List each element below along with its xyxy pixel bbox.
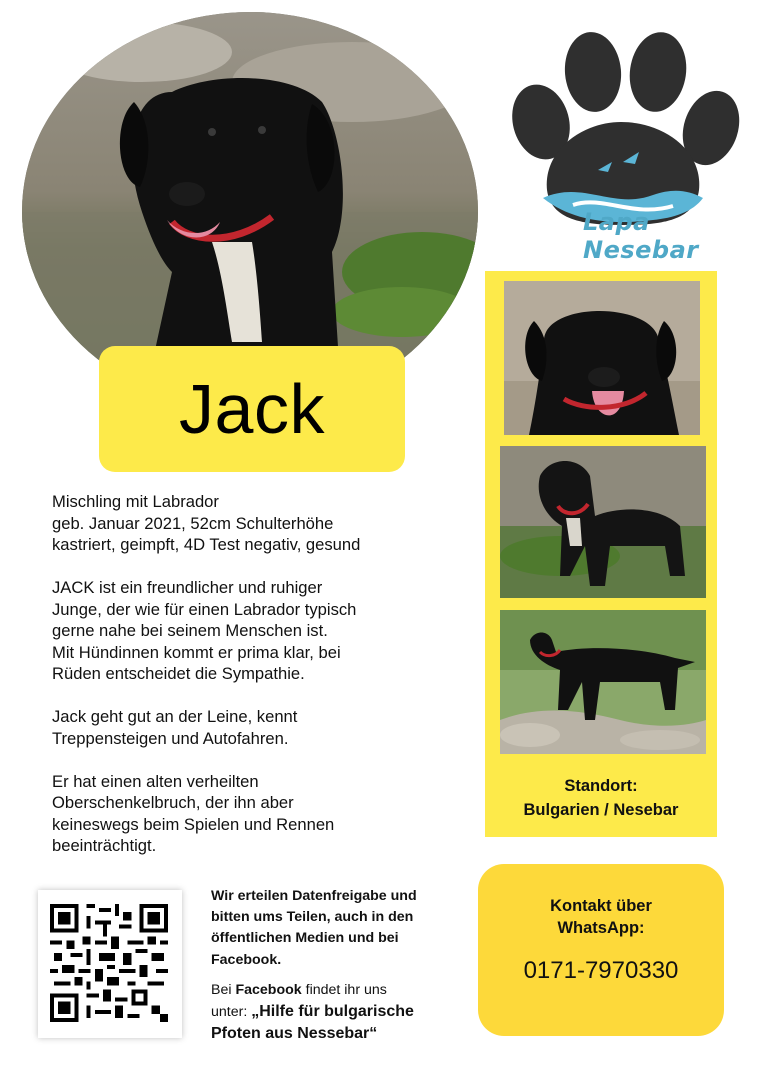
desc-line: Junge, der wie für einen Labrador typisch xyxy=(52,599,357,619)
contact-label xyxy=(478,895,724,939)
desc-line: Rüden entscheidet die Sympathie. xyxy=(52,664,305,683)
desc-line: kastriert, geimpft, 4D Test negativ, gesund xyxy=(52,535,361,554)
fb-bold: Facebook xyxy=(235,981,302,998)
dog-name: Jack xyxy=(179,370,325,448)
dog-photo-grass xyxy=(500,610,706,754)
desc-line: Er hat einen alten verheilten xyxy=(52,771,259,791)
fb-suffix: findet ihr uns xyxy=(301,981,387,998)
desc-line: gerne nahe bei seinem Menschen ist. xyxy=(52,621,328,640)
share-line: Wir erteilen Datenfreigabe und xyxy=(211,888,417,904)
logo-text: Lapa Nesebar xyxy=(583,208,699,264)
dog-photo-standing-water xyxy=(500,446,706,598)
desc-line: geb. Januar 2021, 52cm Schulterhöhe xyxy=(52,513,334,533)
contact-box xyxy=(478,864,724,1036)
desc-line: Treppensteigen und Autofahren. xyxy=(52,728,289,748)
desc-basics xyxy=(52,491,482,556)
contact-phone[interactable]: 0171-7970330 xyxy=(523,957,679,984)
share-line: öffentlichen Medien und bei xyxy=(211,930,399,947)
contact-label-line: Kontakt über xyxy=(550,897,652,915)
desc-line: Oberschenkelbruch, der ihn aber xyxy=(52,793,294,812)
name-plate xyxy=(99,346,405,472)
fb-group-line-2: Pfoten aus Nessebar“ xyxy=(211,1025,378,1043)
desc-line: beeinträchtigt. xyxy=(52,836,157,855)
desc-line: JACK ist ein freundlicher und ruhiger xyxy=(52,578,323,597)
desc-line: Jack geht gut an der Leine, kennt xyxy=(52,707,298,726)
desc-line: keineswegs beim Spielen und Rennen xyxy=(52,814,335,834)
location-block xyxy=(485,774,717,822)
desc-character xyxy=(52,577,482,685)
location-value: Bulgarien / Nesebar xyxy=(523,801,679,819)
desc-skills xyxy=(52,706,482,749)
fb-prefix: Bei xyxy=(211,981,236,998)
qr-code-card[interactable] xyxy=(38,890,182,1038)
share-notice xyxy=(211,886,473,1045)
desc-line: Mit Hündinnen kommt er prima klar, bei xyxy=(52,642,341,662)
fb-group-line-1: „Hilfe für bulgarische xyxy=(251,1003,414,1021)
facebook-info xyxy=(211,980,473,1046)
desc-health xyxy=(52,771,482,857)
dog-description xyxy=(52,491,482,857)
desc-line: Mischling mit Labrador xyxy=(52,492,219,511)
share-text xyxy=(211,886,473,971)
share-line: bitten ums Teilen, auch in den xyxy=(211,909,414,926)
dog-photo-portrait xyxy=(504,281,700,435)
contact-label-line: WhatsApp: xyxy=(557,919,645,937)
location-label: Standort: xyxy=(564,777,638,795)
fb-under: unter: xyxy=(211,1004,252,1021)
share-line: Facebook. xyxy=(211,951,282,968)
qr-code-icon[interactable] xyxy=(50,904,168,1022)
